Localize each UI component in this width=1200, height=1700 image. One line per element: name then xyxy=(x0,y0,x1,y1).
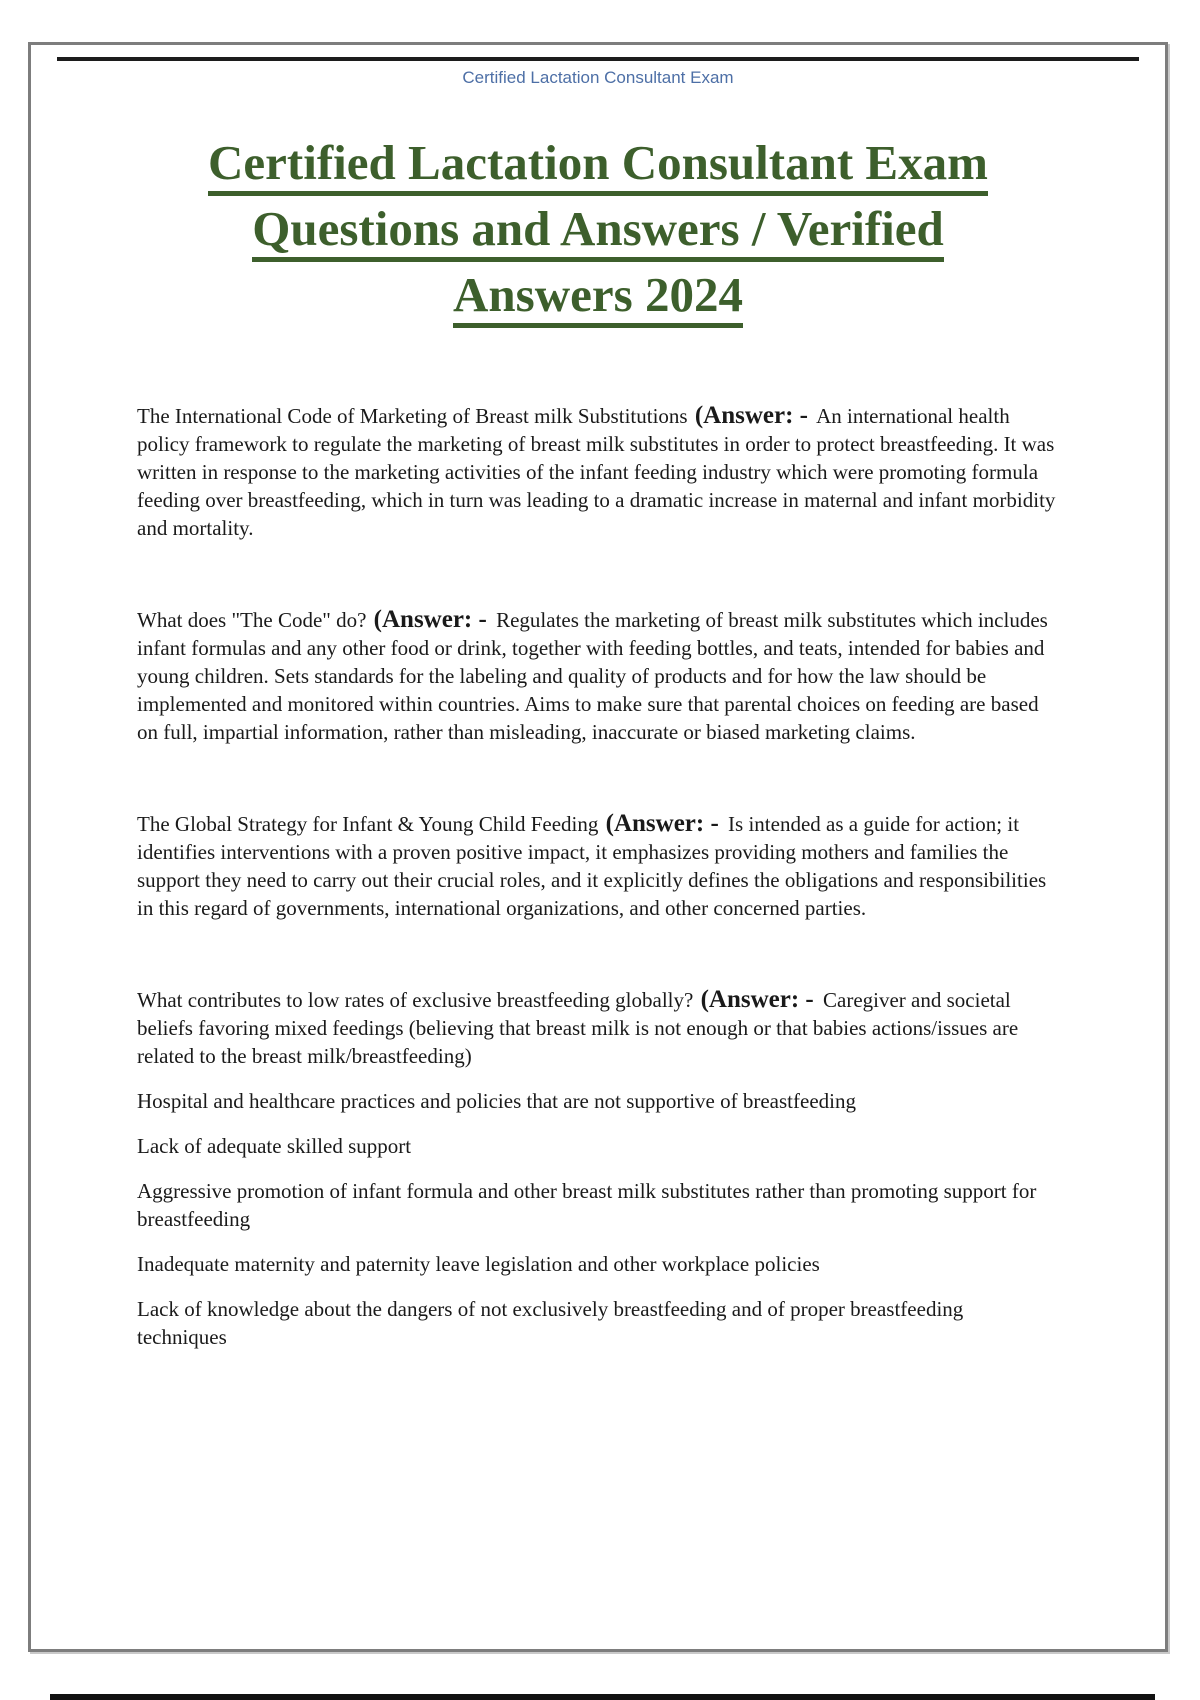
title-line-1-text: Certified Lactation Consultant Exam xyxy=(208,138,988,196)
header-rule xyxy=(57,57,1139,61)
qa-paragraph-1 xyxy=(137,402,1057,542)
question-text: The International Code of Marketing of Breast milk Substitutions xyxy=(137,404,688,428)
document-title xyxy=(31,135,1165,328)
list-item-1: Hospital and healthcare practices and policies that are not supportive of breastfeeding xyxy=(137,1089,856,1113)
question-text: What contributes to low rates of exclusive breastfeeding globally? xyxy=(137,988,694,1012)
qa-paragraph-2 xyxy=(137,606,1057,746)
title-line-3-text: Answers 2024 xyxy=(453,270,743,328)
answer-label: (Answer: - xyxy=(373,606,487,633)
question-text: What does "The Code" do? xyxy=(137,608,367,632)
question-text: The Global Strategy for Infant & Young Child Feeding xyxy=(137,812,599,836)
title-line-1 xyxy=(31,135,1165,196)
list-item-5: Lack of knowledge about the dangers of not exclusively breastfeeding and of proper breastfeeding techniques xyxy=(137,1297,964,1349)
next-page-top-rule xyxy=(50,1694,1155,1700)
title-line-3 xyxy=(31,267,1165,328)
title-line-2-text: Questions and Answers / Verified xyxy=(252,204,944,262)
answer-text: Caregiver and societal beliefs favoring mixed feedings (believing that breast milk is not enough or that babies actions/issues are related to the breast milk/breastfeeding) xyxy=(137,988,1019,1068)
qa-paragraph-4 xyxy=(137,986,1057,1070)
answer-label: (Answer: - xyxy=(694,402,808,429)
document-page xyxy=(28,42,1168,1652)
list-item-2: Lack of adequate skilled support xyxy=(137,1134,412,1158)
answer-text: Regulates the marketing of breast milk substitutes which includes infant formulas and any other food or drink, together with feeding bottles, and teats, intended for babies and young children. Sets standards for the labeling and quality of products and for how the law should be implemented and monitored within countries. Aims to make sure that parental choices on feeding are based on full, impartial information, rather than misleading, inaccurate or biased marketing claims. xyxy=(137,608,1048,744)
answer-label: (Answer: - xyxy=(700,986,814,1013)
list-item-4: Inadequate maternity and paternity leave legislation and other workplace policies xyxy=(137,1252,820,1276)
answer-text: An international health policy framework to regulate the marketing of breast milk substitutes in order to protect breastfeeding. It was written in response to the marketing activities of the infant feeding industry which were promoting formula feeding over breastfeeding, which in turn was leading to a dramatic increase in maternal and infant morbidity and mortality. xyxy=(137,404,1056,540)
list-item-3: Aggressive promotion of infant formula and other breast milk substitutes rather than promoting support for breastfeeding xyxy=(137,1179,1037,1231)
answer-text: Is intended as a guide for action; it identifies interventions with a proven positive impact, it emphasizes providing mothers and families the support they need to carry out their crucial roles, and it explicitly defines the obligations and responsibilities in this regard of governments, international organizations, and other concerned parties. xyxy=(137,812,1047,920)
qa-paragraph-3 xyxy=(137,810,1057,922)
answer-label: (Answer: - xyxy=(605,810,719,837)
running-header: Certified Lactation Consultant Exam xyxy=(462,68,734,87)
document-body xyxy=(31,402,1161,1351)
title-line-2 xyxy=(31,201,1165,262)
